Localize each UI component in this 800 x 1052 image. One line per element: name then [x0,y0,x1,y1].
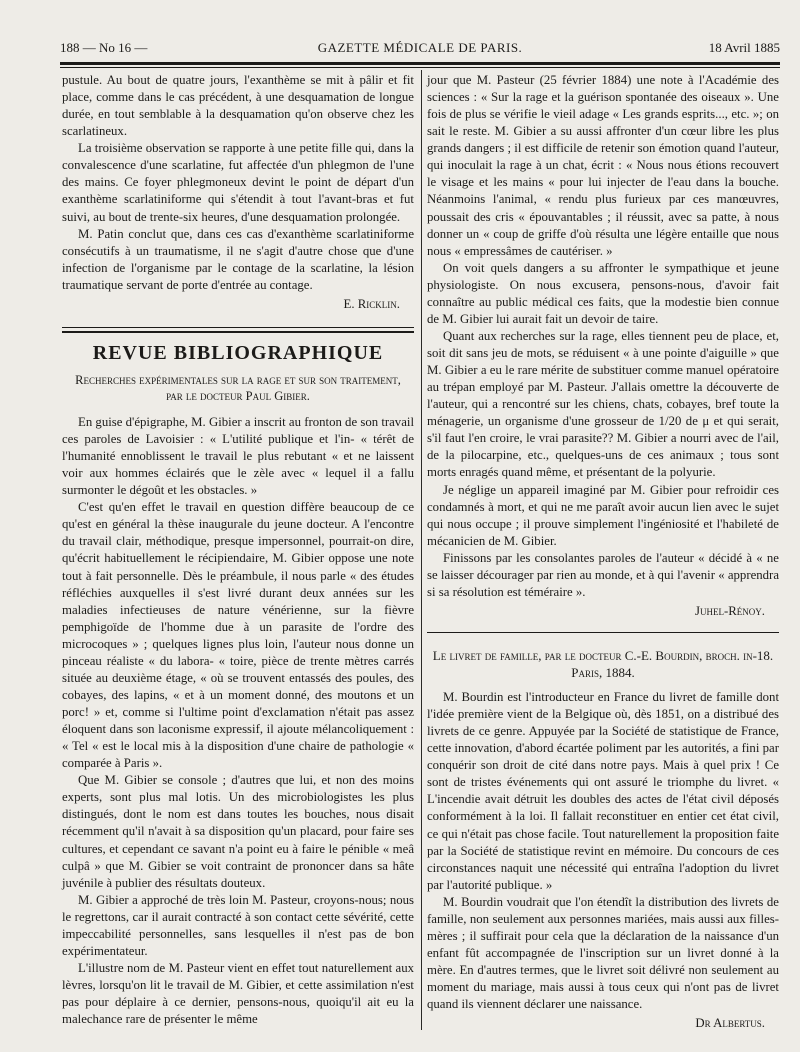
section-title: REVUE BIBLIOGRAPHIQUE [92,341,384,364]
header-rule [60,62,780,65]
paragraph: L'illustre nom de M. Pasteur vient en effet tout naturellement aux lèvres, lorsqu'on lit le travail de M. Gibier, et cette assimilation n'est pas pour déplaire à ce dernier, pensons-nous, quoiqu'il ait eu la malechance rare de présenter le même [62,960,414,1027]
paragraph: On voit quels dangers a su affronter le sympathique et jeune physiologiste. On nous excusera, pensons-nous, d'avoir fait connaître au public médical ces faits, que la modestie bien connue de M. Gibier lui aurait fait un devoir de taire. [427,260,779,326]
paragraph: jour que M. Pasteur (25 février 1884) une note à l'Académie des sciences : « Sur la rage et la guérison spontanée des oiseaux ». Une fois de plus se vérifie le vieil adage « Les grands esprits..., etc. »; on sait le reste. M. Gibier a su aussi affronter d'un cœur libre les plus grands dangers ; il est difficile de retenir son émotion quand l'auteur, qui inoculait la rage à un chat, écrit : « Nous nous étions recouvert le visage et les mains « pour lui injecter de l'eau dans la bouche. Néanmoins l'animal, « rendu plus furieux par ces manœuvres, poussait des cris « épouvantables ; il réussit, avec sa patte, à nous donner un « coup de griffe d'où résulta une légère entaille que nous nous « empressâmes de cautériser. » [427,73,779,258]
author-signature: Juhel-Rénoy. [695,603,765,618]
paragraph: Finissons par les consolantes paroles de l'auteur « décidé à « ne se laisser décourager par rien au monde, et à qui l'avenir « apprendra si sa résolution est téméraire ». [427,550,779,599]
right-column [427,72,779,1032]
paragraph: M. Patin conclut que, dans ces cas d'exanthème scarlatiniforme consécutifs à un traumatisme, il ne s'agit d'autre chose que d'une infection de l'organisme par le contage de la scarlatine, la lésion traumatique servant de porte d'entrée au contage. [62,226,414,292]
author-signature: Dr Albertus. [695,1016,765,1031]
journal-title: GAZETTE MÉDICALE DE PARIS. [317,40,523,55]
section-divider [62,327,414,333]
paragraph: En guise d'épigraphe, M. Gibier a inscrit au fronton de son travail ces paroles de Lavoisier : « L'utilité publique et l'in- « térêt de l'humanité ennoblissent le travail le plus rebutant « et ne laissent voir aux hommes éclairés que le zèle avec « lequel il a fallu surmonter le dégoût et les obstacles. » [62,414,414,498]
paragraph: M. Bourdin est l'introducteur en France du livret de famille dont l'idée première vient de la Belgique où, dès 1851, on a distribué des livrets de ce genre. Appuyée par la Société de statistique de France, cette innovation, d'abord écartée poliment par les autorités, a fini par conquérir son droit de cité dans notre pays. Mais à quel prix ! Ce sont de tristes événements qui ont assuré le triomphe du livret. « L'incendie avait détruit les doubles des actes de l'état civil déposés conformément à la loi. Il fallait reconstituer en entier cet état civil, ce qui n'était pas chose facile. Tout naturellement la proposition faite par la Société de statistique revint en mémoire. Du concours de ces circonstances naquit une nécessité qui entraîna l'adoption du livret par l'autorité publique. » [427,690,779,892]
paragraph: Quant aux recherches sur la rage, elles tiennent peu de place, et, soit dit sans jeu de mots, se réduisent « à une pointe d'aiguille » que M. Gibier a eu le rare mérite de substituer comme manuel opératoire au trépan employé par M. Pasteur. J'allais omettre la découverte de l'auteur, qui a rencontré sur les chiens, chats, cobayes, bref toute la ménagerie, un organisme d'une grosseur de 1/20 de μ et qui serait, s'il faut l'en croire, le vrai parasite?? M. Gibier a nourri avec de l'ail, de la pilocarpine, etc., quelques-uns de ces animaux ; tous sont morts enragés quand même, et présentant de la polyurie. [427,328,779,480]
paragraph: C'est qu'en effet le travail en question diffère beaucoup de ce qu'est en général la thèse inaugurale du jeune docteur. A l'encontre du travail clair, méthodique, presque impersonnel, pourrait-on dire, qu'écrit habituellement le récipiendaire, M. Gibier oppose une note tout à fait personnelle. Dès le préambule, il nous parle « des études réfléchies auxquelles il s'est livré durant deux années sur les maladies infectieuses de nature vénérienne, sur la fièvre pemphigoïde de l'homme due à un parasite de l'ordre des microcoques » ; quelques lignes plus loin, l'auteur nous donne un pinceau réaliste « du labora- « toire, pièce de trente mètres carrés située au deuxième étage, « où se trouvent entassés des poules, des cobayes, des lapins, « et à un moment donné, des moutons et un porc! » et, comme si l'ultime point d'exclamation n'était pas assez éloquent dans son laconisme expressif, il ajoute mélancoliquement : « Tel « est le local mis à la disposition d'une chaire de pathologie « comparée à Paris ». [62,500,414,771]
paragraph: pustule. Au bout de quatre jours, l'exanthème se mit à pâlir et fit place, comme dans le cas précédent, à une desquamation de longue durée, en tout semblable à la desquamation qu'on observe chez les scarlatineux. [62,73,414,139]
paragraph: M. Gibier a approché de très loin M. Pasteur, croyons-nous; nous le regrettons, car il aurait contracté à son contact cette sévérité, cette impeccabilité personnelles, sans lesquelles il n'est pas de bon expérimentateur. [62,892,414,958]
column-divider [421,70,422,1030]
paragraph: Je néglige un appareil imaginé par M. Gibier pour refroidir ces condamnés à mort, et qui ne me paraît avoir aucun lien avec le sujet qui nous occupe ; il prouve simplement l'ingéniosité et l'habileté de mécanicien de M. Gibier. [427,482,779,548]
section-divider [427,632,779,633]
page-header [60,40,780,64]
header-rule-thin [60,67,780,68]
author-signature: E. Ricklin. [343,296,400,311]
page-number: 188 — No 16 — [60,40,148,55]
paragraph: M. Bourdin voudrait que l'on étendît la distribution des livrets de famille, non seulement aux personnes mariées, mais aussi aux filles-mères ; il suffirait pour cela que la déclaration de la naissance d'un enfant fût accompagnée de l'inscription sur un livret donné à la mère. En d'autres termes, que le livret soit délivré non seulement au moment du mariage, mais aussi à tous ceux qui n'ont pas de livret quand ils viennent déclarer une naissance. [427,894,779,1012]
issue-date: 18 Avril 1885 [708,40,780,55]
book-title: Le livret de famille, par le docteur C.-E. Bourdin, broch. in-18. Paris, 1884. [432,648,774,680]
paragraph: Que M. Gibier se console ; d'autres que lui, et non des moins experts, sont plus mal lotis. Un des microbiologistes les plus distingués, dont le nom est dans toutes les bouches, nous disait récemment qu'il n'avait à sa disposition qu'un placard, pour faire ses cultures, et cependant ce savant n'a point eu à faire le pénible « meâ culpâ » que M. Gibier se voit contraint de prononcer dans sa hâte juvénile à publier des résultats douteux. [62,773,414,890]
review-subtitle: Recherches expérimentales sur la rage et sur son traitement, par le docteur Paul Gibier. [75,372,401,403]
paragraph: La troisième observation se rapporte à une petite fille qui, dans la convalescence d'une scarlatine, fut affectée d'un phlegmon de l'une des mains. Ce foyer phlegmoneux devint le point de départ d'un exanthème scarlatiniforme qui s'étendit à tout l'avant-bras et fut suivi, au bout de trente-six heures, d'une desquamation prolongée. [62,141,414,224]
left-column [62,72,414,1028]
